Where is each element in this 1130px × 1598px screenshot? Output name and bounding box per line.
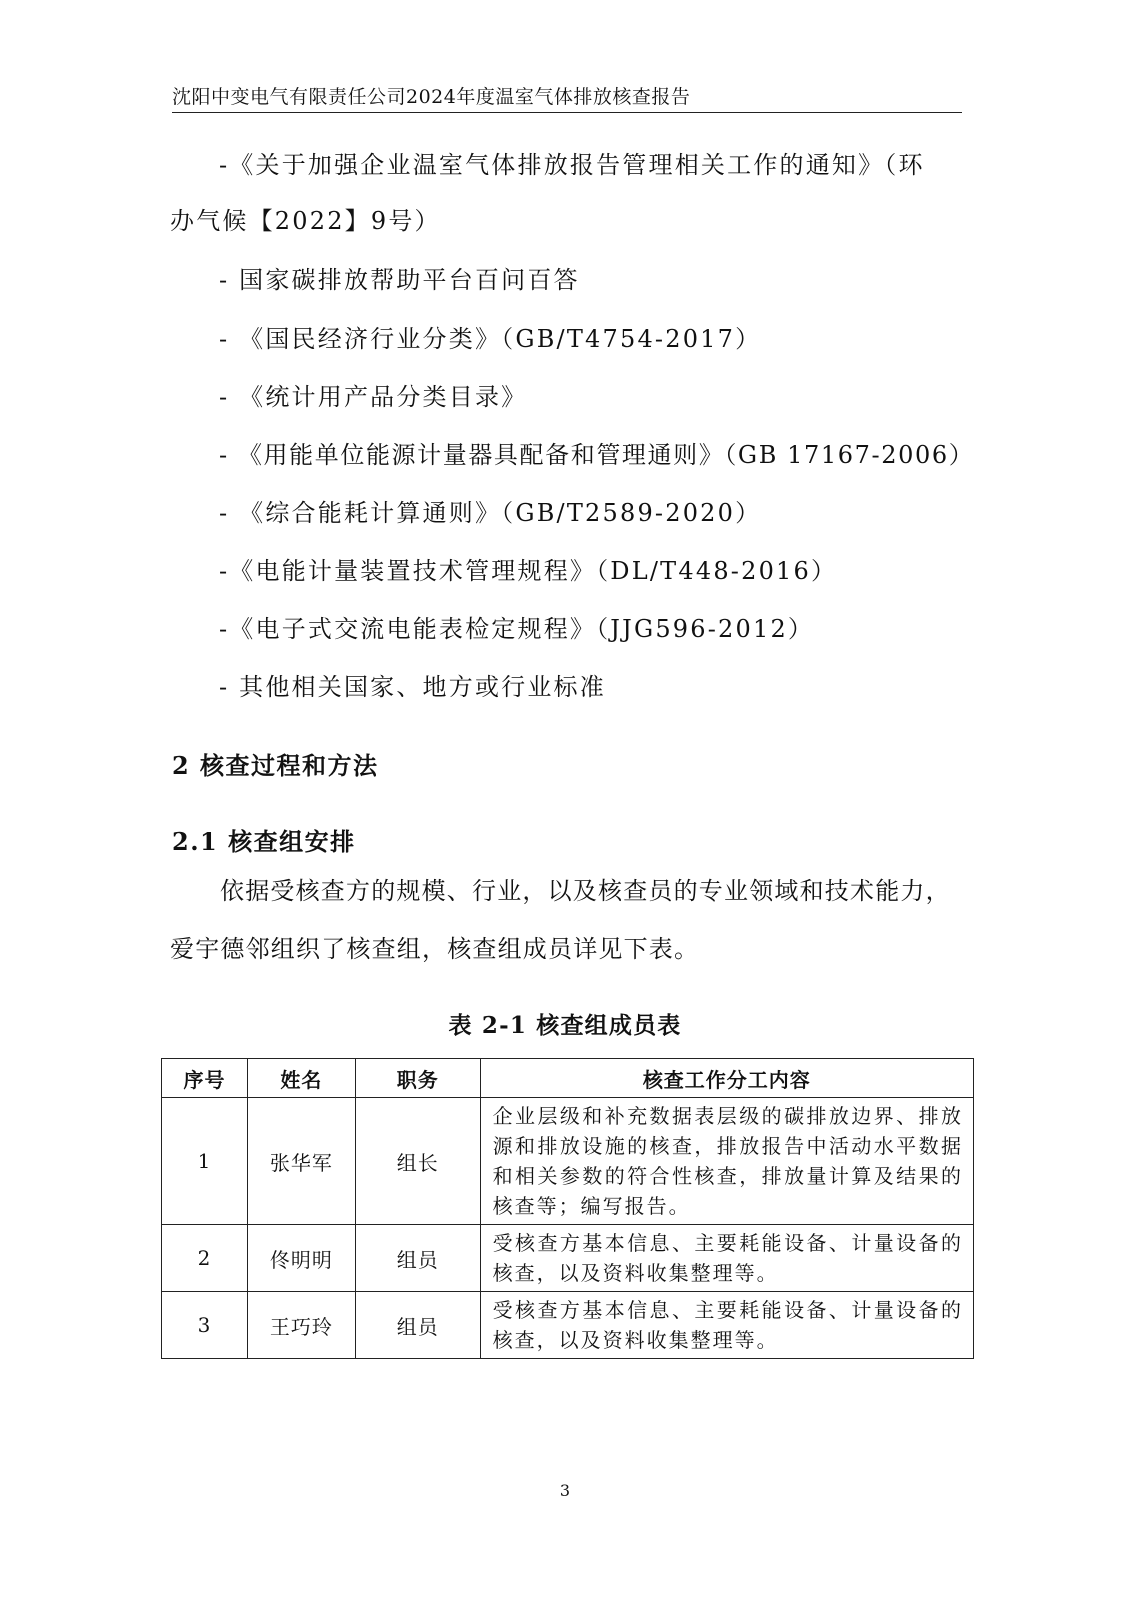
reference-item: -《关于加强企业温室气体排放报告管理相关工作的通知》（环 <box>219 151 925 179</box>
column-header: 核查工作分工内容 <box>480 1059 973 1098</box>
reference-item-continuation: 办气候【2022】9号） <box>170 207 441 235</box>
table-row <box>162 1225 974 1292</box>
table-caption: 表 2-1 核查组成员表 <box>448 1012 682 1039</box>
member-duty: 企业层级和补充数据表层级的碳排放边界、排放源和排放设施的核查，排放报告中活动水平数据和相关参数的符合性核查，排放量计算及结果的核查等；编写报告。 <box>480 1098 973 1225</box>
table-header-row <box>162 1059 974 1098</box>
member-duty: 受核查方基本信息、主要耗能设备、计量设备的核查，以及资料收集整理等。 <box>480 1292 973 1359</box>
reference-item: - 《国民经济行业分类》（GB/T4754-2017） <box>219 325 762 353</box>
row-number: 2 <box>162 1225 248 1292</box>
reference-item: - 《统计用产品分类目录》 <box>219 383 528 411</box>
row-number: 3 <box>162 1292 248 1359</box>
reference-item: - 其他相关国家、地方或行业标准 <box>219 673 606 701</box>
column-header: 职务 <box>355 1059 480 1098</box>
column-header: 序号 <box>162 1059 248 1098</box>
reference-item: - 《综合能耗计算通则》（GB/T2589-2020） <box>219 499 762 527</box>
member-role: 组员 <box>355 1292 480 1359</box>
member-name: 佟明明 <box>247 1225 355 1292</box>
member-name: 张华军 <box>247 1098 355 1225</box>
paragraph-line: 爱宇德邻组织了核查组，核查组成员详见下表。 <box>170 935 700 963</box>
subsection-heading: 2.1 核查组安排 <box>172 827 356 856</box>
table-row <box>162 1292 974 1359</box>
reference-item: -《电子式交流电能表检定规程》（JJG596-2012） <box>219 615 815 643</box>
column-header: 姓名 <box>247 1059 355 1098</box>
reference-item: -《电能计量装置技术管理规程》（DL/T448-2016） <box>219 557 838 585</box>
page-header <box>172 78 962 113</box>
reference-item: - 《用能单位能源计量器具配备和管理通则》（GB 17167-2006） <box>219 441 975 469</box>
row-number: 1 <box>162 1098 248 1225</box>
member-role: 组员 <box>355 1225 480 1292</box>
member-role: 组长 <box>355 1098 480 1225</box>
page-number: 3 <box>559 1481 571 1500</box>
member-name: 王巧玲 <box>247 1292 355 1359</box>
header-title: 沈阳中变电气有限责任公司2024年度温室气体排放核查报告 <box>172 86 691 108</box>
members-table <box>161 1058 974 1359</box>
reference-item: - 国家碳排放帮助平台百问百答 <box>219 266 580 294</box>
table-row <box>162 1098 974 1225</box>
member-duty: 受核查方基本信息、主要耗能设备、计量设备的核查，以及资料收集整理等。 <box>480 1225 973 1292</box>
section-heading: 2 核查过程和方法 <box>172 751 379 780</box>
paragraph-line: 依据受核查方的规模、行业，以及核查员的专业领域和技术能力， <box>220 877 951 905</box>
